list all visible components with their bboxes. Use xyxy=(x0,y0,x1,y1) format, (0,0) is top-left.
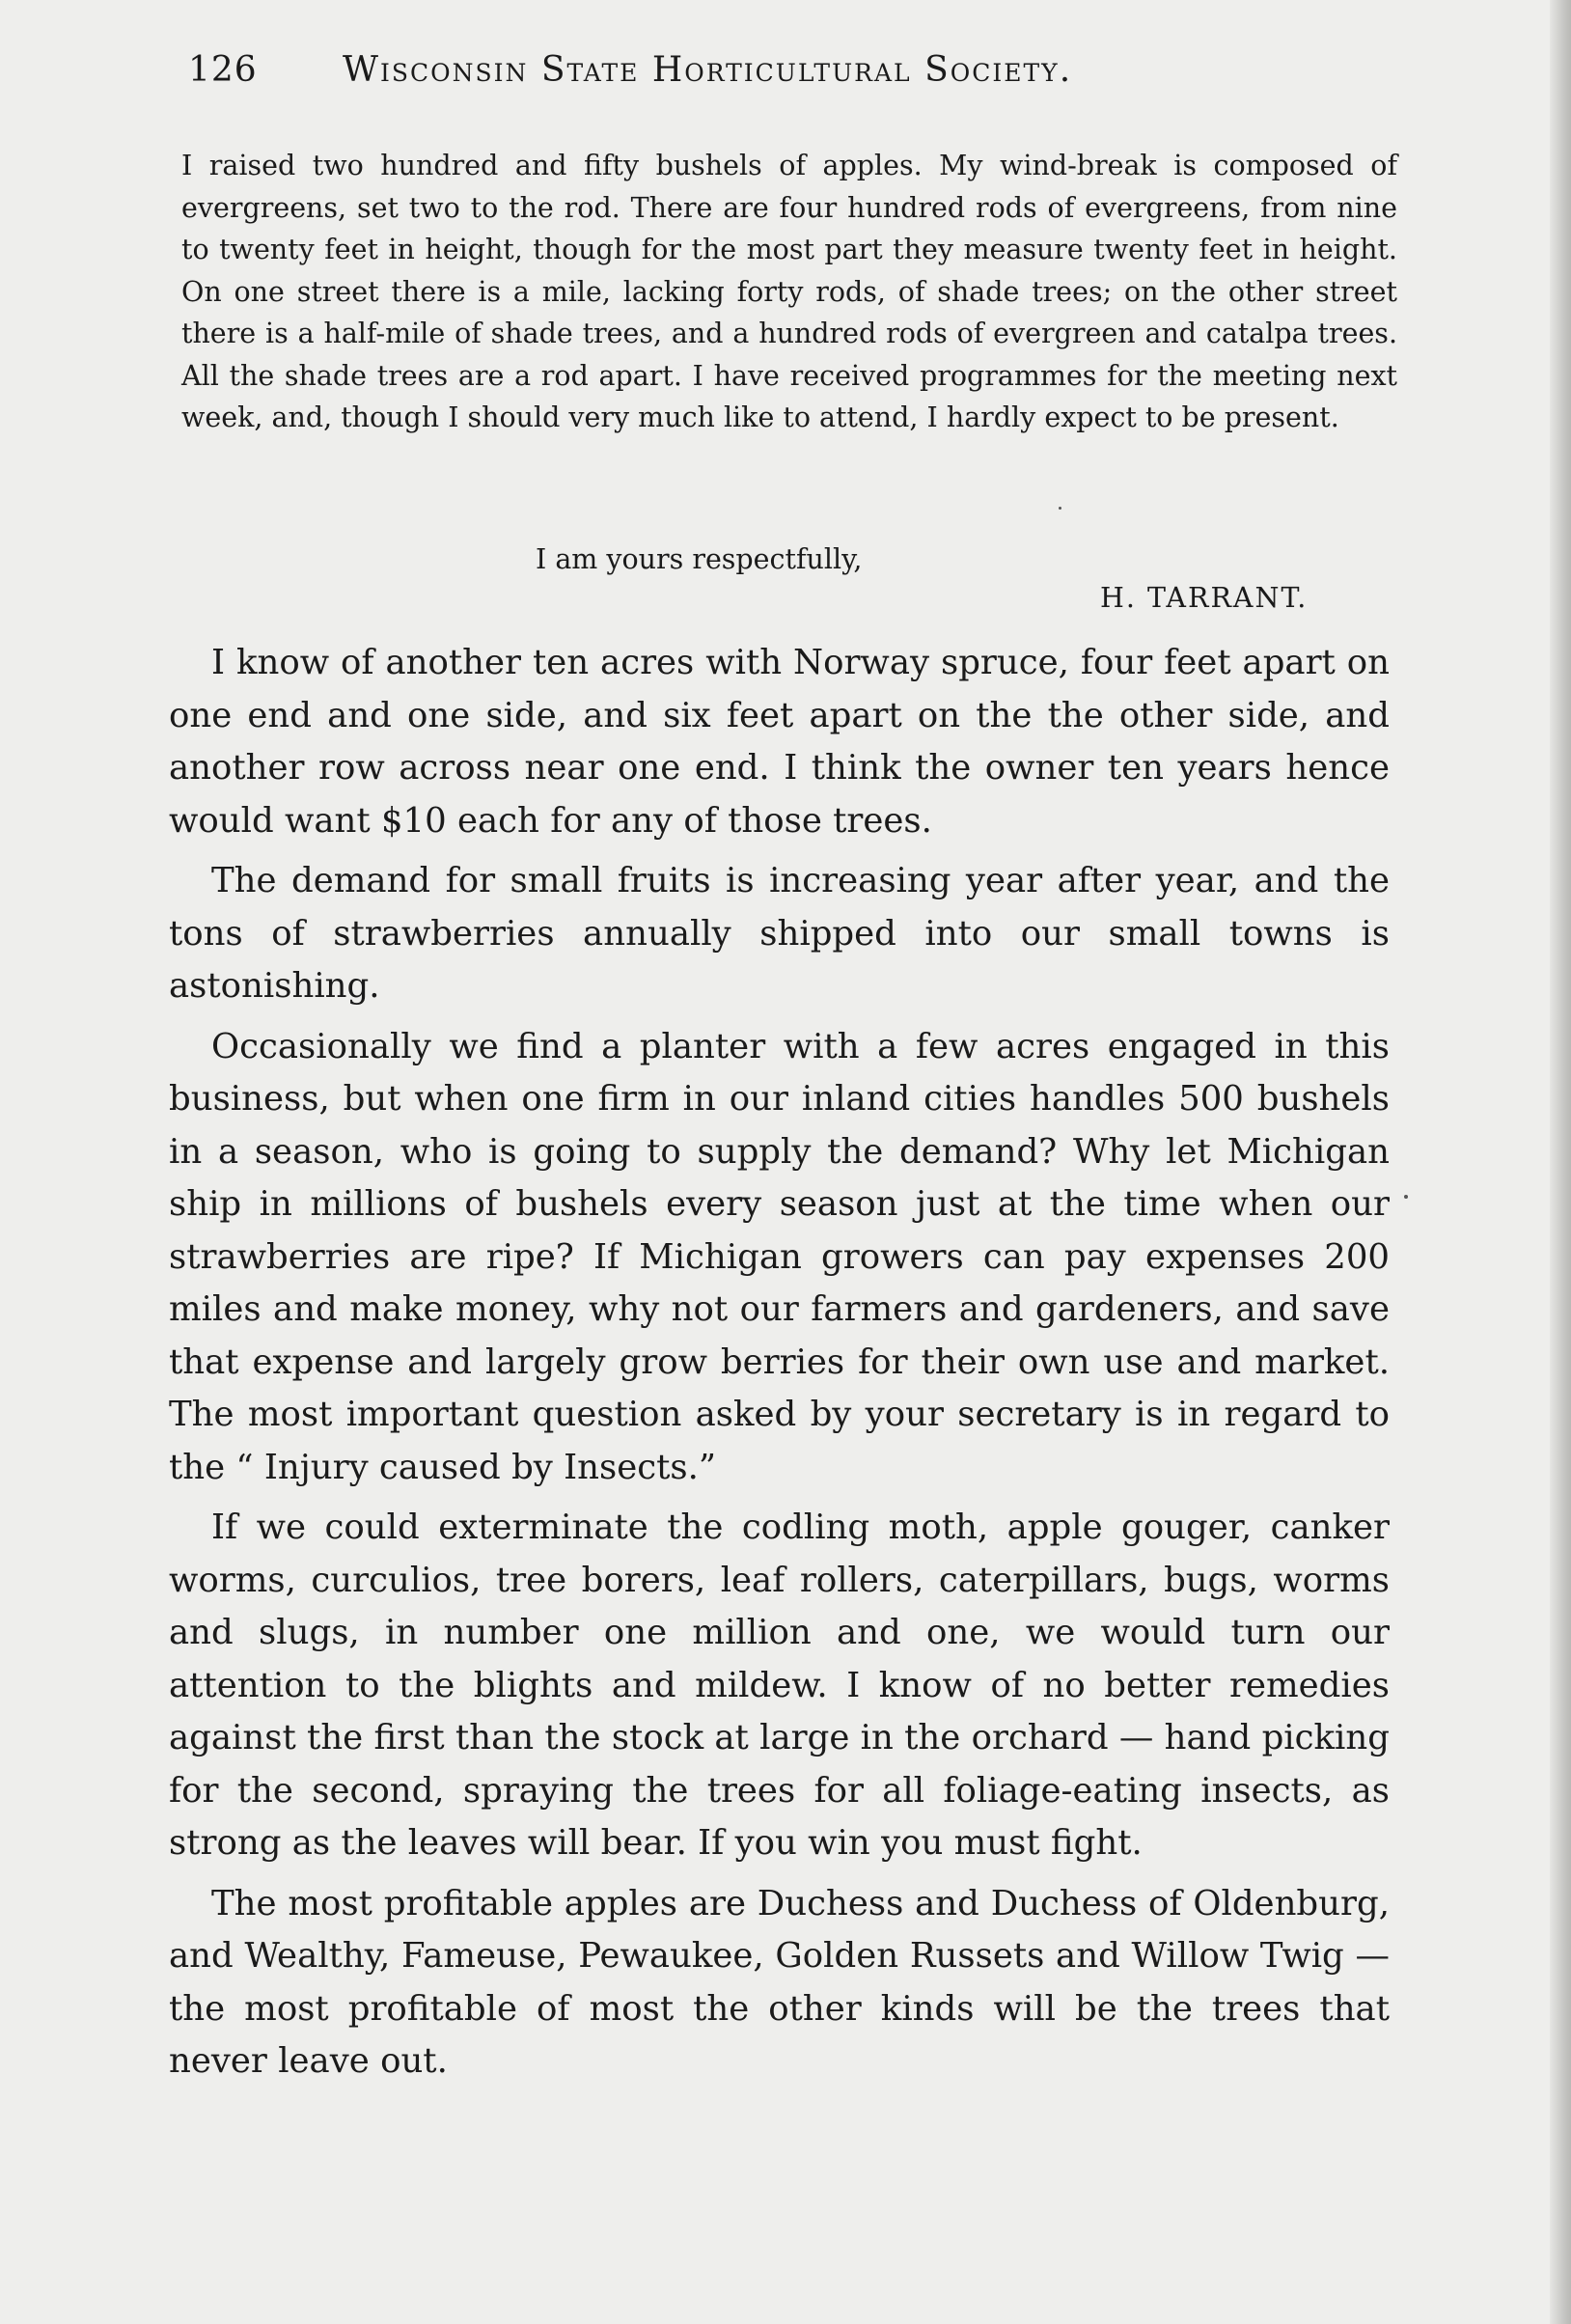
print-speck xyxy=(1059,507,1061,510)
letter-signature: H. TARRANT. xyxy=(1100,582,1309,614)
body-paragraph: The most profitable apples are Duchess and Duchess of Oldenburg, and Wealthy, Fameuse, Pewaukee, Golden Russets and Willow Twig — the most profitable of most the other kinds will be the trees that never leave out. xyxy=(169,1883,1390,2081)
body-paragraph: I know of another ten acres with Norway spruce, four feet apart on one end and one side, and six feet apart on the the other side, and another row across near one end. I think the owner ten years hence would want $10 each for any of those trees. xyxy=(169,643,1390,841)
page-number: 126 xyxy=(188,50,258,90)
body-paragraph: Occasionally we find a planter with a few acres engaged in this business, but when one firm in our inland cities handles 500 bushels in a season, who is going to supply the demand? Why let Michigan ship in millions of bushels every season just at the time when our strawberries are ripe? If Michigan growers can pay expenses 200 miles and make money, why not our farmers and gardeners, and save that expense and largely grow berries for their own use and market. The most important question asked by your secretary is in regard to the “ Injury caused by Insects.” xyxy=(169,1026,1390,1487)
letter-paragraph: I raised two hundred and fifty bushels of apples. My wind-break is composed of evergreens, set two to the rod. There are four hundred rods of evergreens, from nine to twenty feet in height, though for the most part they measure twenty feet in height. On one street there is a mile, lacking forty rods, of shade trees; on the other street there is a half-mile of shade trees, and a hundred rods of evergreen and catalpa trees. All the shade trees are a rod apart. I have received programmes for the meeting next week, and, though I should very much like to attend, I hardly expect to be present. xyxy=(181,150,1397,433)
body-paragraph: The demand for small fruits is increasing year after year, and the tons of strawberries annually shipped into our small towns is astonishing. xyxy=(169,861,1390,1006)
article-body xyxy=(169,637,1390,2096)
letter-closing: I am yours respectfully, xyxy=(536,543,863,575)
body-paragraph: If we could exterminate the codling moth, apple gouger, canker worms, curculios, tree borers, leaf rollers, caterpillars, bugs, worms and slugs, in number one million and one, we would turn our attention to the blights and mildew. I know of no better remedies against the first than the stock at large in the orchard — hand picking for the second, spraying the trees for all foliage-eating insects, as strong as the leaves will bear. If you win you must fight. xyxy=(169,1508,1390,1863)
journal-title: Wisconsin State Horticultural Society. xyxy=(343,50,1073,90)
running-head xyxy=(188,50,1250,108)
print-speck xyxy=(1404,1195,1408,1199)
letter-excerpt xyxy=(181,145,1397,439)
